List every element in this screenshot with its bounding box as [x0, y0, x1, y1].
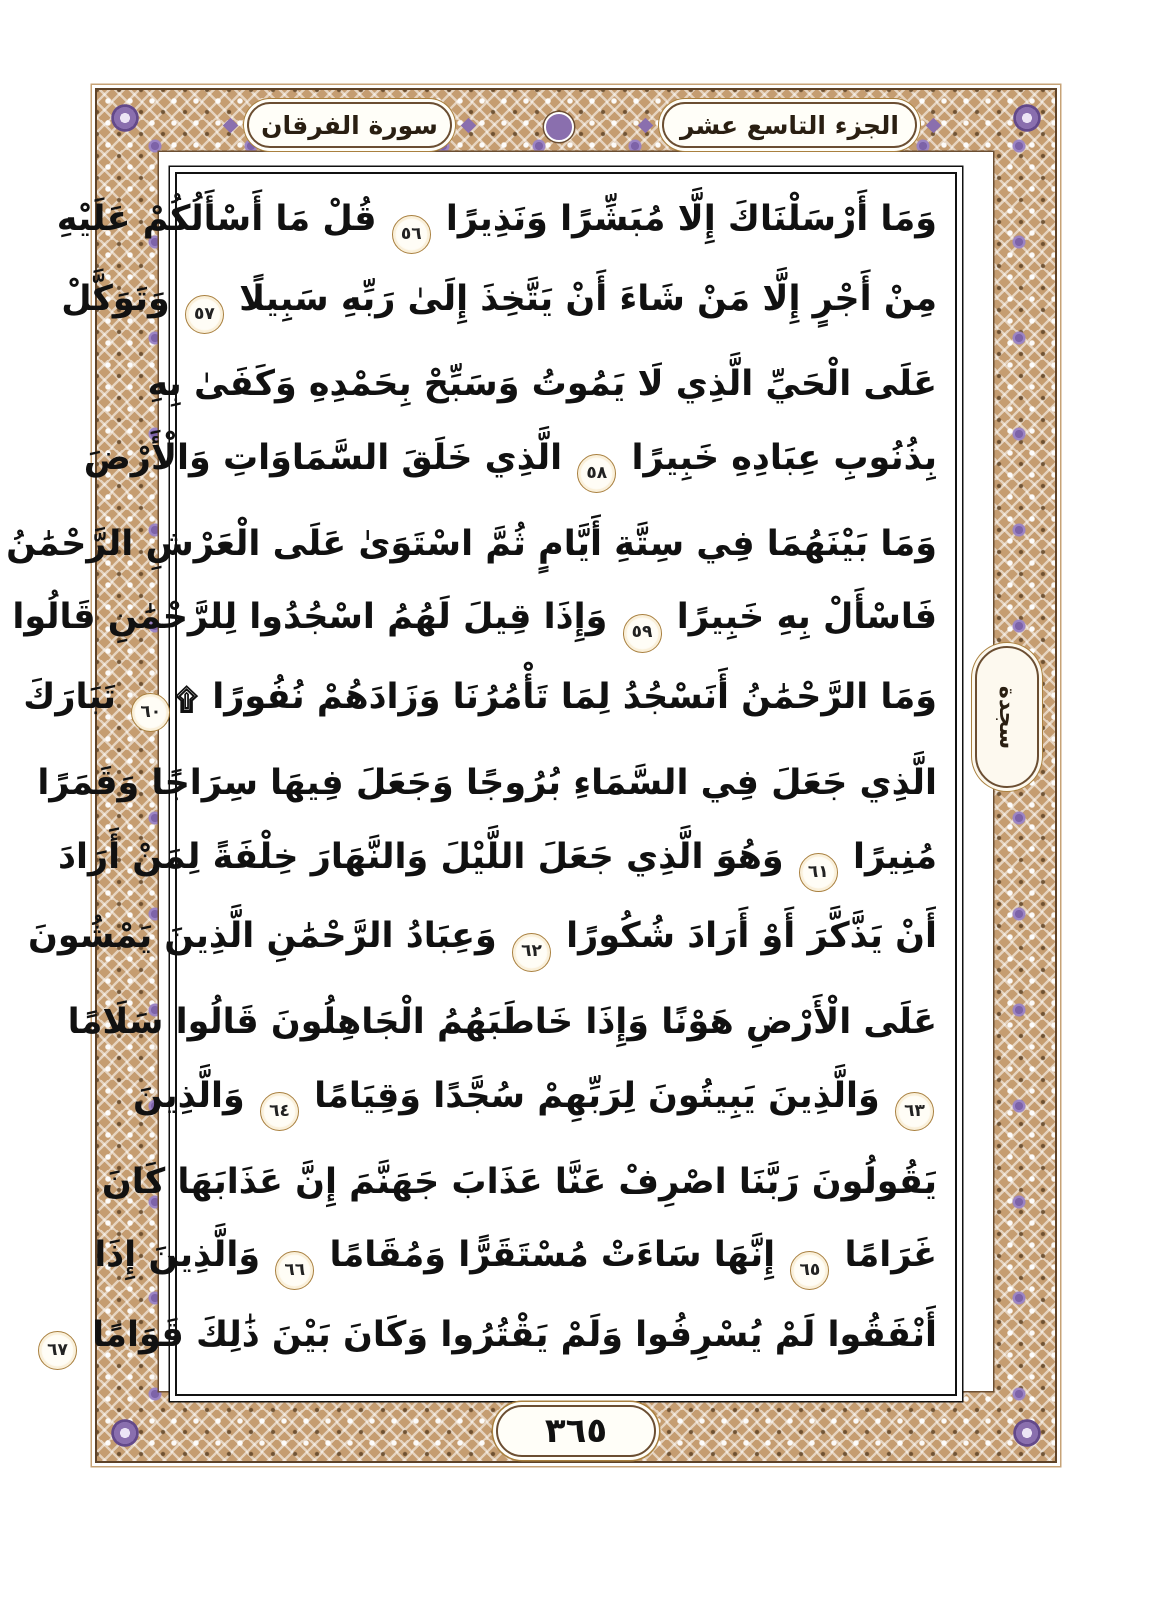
ayah-end-marker: ٥٦ [392, 215, 431, 254]
verse-text: وَمَا أَرْسَلْنَاكَ إِلَّا مُبَشِّرًا وَنَذِيرًا [433, 198, 937, 239]
quran-line [67, 983, 937, 1063]
ayah-end-marker: ٦٤ [260, 1092, 299, 1131]
ayah-end-marker: ٦٦ [275, 1251, 314, 1290]
quran-line [147, 345, 937, 425]
verse-text: وَإِذَا قِيلَ لَهُمُ اسْجُدُوا لِلرَّحْمَٰنِ قَالُوا [12, 597, 620, 638]
quran-line [23, 664, 937, 744]
verse-text: مِنْ أَجْرٍ إِلَّا مَنْ شَاءَ أَنْ يَتَّخِذَ إِلَىٰ رَبِّهِ سَبِيلًا [226, 278, 937, 319]
knot-ornament-icon [544, 112, 574, 142]
verse-text: الَّذِي خَلَقَ السَّمَاوَاتِ وَالْأَرْضَ [83, 438, 575, 478]
ayah-end-marker: ٦٣ [895, 1092, 934, 1131]
quran-line [28, 904, 937, 984]
verse-text: وَالَّذِينَ يَبِيتُونَ لِرَبِّهِمْ سُجَّدًا وَقِيَامًا [301, 1075, 892, 1116]
verse-text: وَمَا بَيْنَهُمَا فِي سِتَّةِ أَيَّامٍ ثُمَّ اسْتَوَىٰ عَلَى الْعَرْشِ الرَّحْمَٰنُ [6, 523, 937, 564]
ayah-end-marker: ٦٢ [512, 933, 551, 972]
quran-line [6, 505, 937, 585]
header-surah-cartouche [247, 102, 452, 148]
page-number-cartouche [496, 1405, 656, 1457]
ayah-end-marker: ٥٨ [577, 454, 616, 493]
quran-line [83, 425, 937, 505]
ayah-end-marker: ٥٧ [185, 295, 224, 334]
quran-text-block [6, 172, 957, 1396]
verse-text: بِذُنُوبِ عِبَادِهِ خَبِيرًا [619, 438, 937, 478]
verse-text: تَبَارَكَ [23, 677, 129, 718]
verse-text: عَلَى الْأَرْضِ هَوْنًا وَإِذَا خَاطَبَهُمُ الْجَاهِلُونَ قَالُوا سَلَامًا [67, 1002, 937, 1043]
verse-text: قُلْ مَا أَسْأَلُكُمْ عَلَيْهِ [56, 198, 389, 239]
corner-flower-icon [1009, 1415, 1045, 1451]
ayah-end-marker: ٥٩ [623, 614, 662, 653]
verse-text: فَاسْأَلْ بِهِ خَبِيرًا [664, 597, 937, 638]
verse-text: وَتَوَكَّلْ [61, 278, 182, 319]
quran-line [47, 1302, 937, 1382]
verse-text: إِنَّهَا سَاءَتْ مُسْتَقَرًّا وَمُقَامًا [317, 1235, 788, 1276]
quran-line [101, 1143, 937, 1223]
quran-line [12, 585, 937, 665]
verse-text: وَالَّذِينَ [133, 1075, 257, 1116]
quran-line [94, 1223, 937, 1303]
verse-text: الَّذِي جَعَلَ فِي السَّمَاءِ بُرُوجًا وَجَعَلَ فِيهَا سِرَاجًا وَقَمَرًا [37, 763, 937, 804]
verse-text: مُنِيرًا [840, 836, 937, 877]
quran-line [61, 266, 937, 346]
surah-title: سورة الفرقان [261, 110, 438, 140]
verse-text: أَنْ يَذَّكَّرَ أَوْ أَرَادَ شُكُورًا [553, 916, 937, 957]
ayah-end-marker: ٦١ [799, 853, 838, 892]
quran-line [56, 186, 937, 266]
ayah-end-marker: ٦٥ [790, 1251, 829, 1290]
corner-flower-icon [107, 1415, 143, 1451]
sajdah-margin-tab [975, 646, 1039, 788]
quran-line [133, 1063, 937, 1143]
quran-line [37, 744, 937, 824]
ayah-end-marker: ٦٧ [38, 1331, 77, 1370]
juz-title: الجزء التاسع عشر [680, 110, 899, 140]
verse-text: وَالَّذِينَ إِذَا [94, 1235, 273, 1276]
verse-text: وَهُوَ الَّذِي جَعَلَ اللَّيْلَ وَالنَّهَارَ خِلْفَةً لِمَنْ أَرَادَ [58, 836, 796, 877]
quran-line [58, 824, 937, 904]
header-juz-cartouche [662, 102, 917, 148]
sajdah-label: سجدة [994, 685, 1020, 749]
verse-text: أَنْفَقُوا لَمْ يُسْرِفُوا وَلَمْ يَقْتُرُوا وَكَانَ بَيْنَ ذَٰلِكَ قَوَامًا [79, 1315, 937, 1356]
verse-text: وَمَا الرَّحْمَٰنُ أَنَسْجُدُ لِمَا تَأْمُرُنَا وَزَادَهُمْ نُفُورًا [200, 677, 937, 718]
corner-flower-icon [107, 100, 143, 136]
ayah-end-marker: ٦٠ [131, 693, 170, 732]
verse-text: يَقُولُونَ رَبَّنَا اصْرِفْ عَنَّا عَذَابَ جَهَنَّمَ إِنَّ عَذَابَهَا كَانَ [101, 1161, 937, 1202]
page-number: ٣٦٥ [544, 1411, 608, 1451]
ornamental-border-frame [6, 88, 1057, 1463]
verse-text: غَرَامًا [832, 1235, 937, 1276]
verse-text: وَعِبَادُ الرَّحْمَٰنِ الَّذِينَ يَمْشُونَ [28, 916, 509, 957]
corner-flower-icon [1009, 100, 1045, 136]
verse-text: عَلَى الْحَيِّ الَّذِي لَا يَمُوتُ وَسَبِّحْ بِحَمْدِهِ وَكَفَىٰ بِهِ [147, 364, 937, 405]
sajdah-prostration-sign-icon: ۩ [175, 683, 199, 719]
